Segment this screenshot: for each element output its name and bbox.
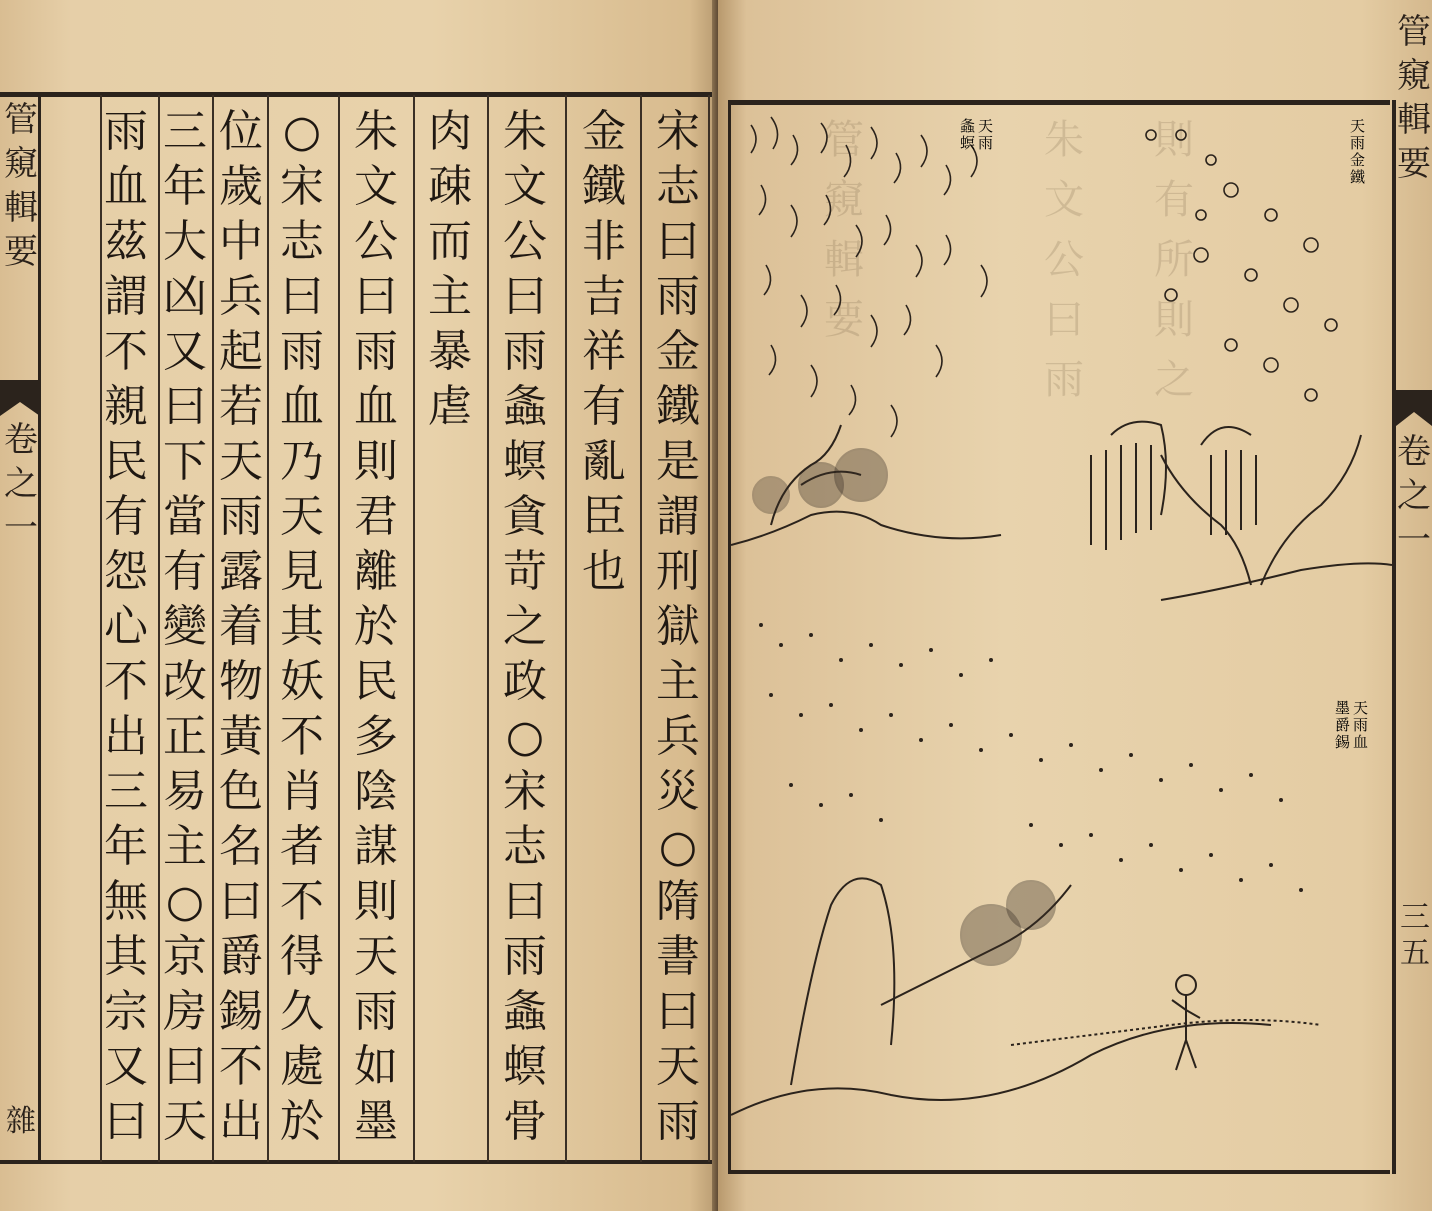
text-char: 兵 (219, 271, 263, 322)
text-char: 雨 (280, 326, 324, 377)
text-char: 曰 (280, 271, 324, 322)
label-char: 雨 (1353, 716, 1369, 734)
text-char: 主 (656, 656, 700, 707)
text-char: 朱 (354, 106, 398, 157)
text-char: 錫 (219, 986, 263, 1037)
text-char: ○ (282, 106, 322, 157)
column-rule (565, 95, 567, 1162)
text-char: 三 (104, 766, 148, 817)
text-char: 曰 (163, 381, 207, 432)
text-char: 螽 (503, 381, 547, 432)
text-char: 雨 (503, 931, 547, 982)
text-char: 親 (104, 381, 148, 432)
text-char: 民 (104, 436, 148, 487)
text-char: 非 (582, 216, 626, 267)
text-char: 如 (354, 1041, 398, 1092)
text-char: 血 (354, 381, 398, 432)
text-char: 改 (163, 656, 207, 707)
text-char: 又 (104, 1041, 148, 1092)
text-char: 之 (503, 601, 547, 652)
text-char: 謂 (104, 271, 148, 322)
left-side-label-bottom (3, 1100, 39, 1144)
text-char: 宋 (280, 161, 324, 212)
text-char: 變 (163, 601, 207, 652)
bleed-through-text: 則 有 所 則 之 (1154, 117, 1194, 403)
text-char: 曰 (104, 1096, 148, 1147)
text-char: 天 (219, 436, 263, 487)
text-char: 文 (354, 161, 398, 212)
text-char: 雨 (656, 271, 700, 322)
column-rule (708, 95, 710, 1162)
text-char: 中 (219, 216, 263, 267)
text-char: 不 (280, 711, 324, 762)
side-title-char: 窺 (4, 144, 38, 184)
text-char: 雨 (354, 986, 398, 1037)
text-char: 不 (104, 326, 148, 377)
text-char: 曰 (503, 876, 547, 927)
fishtail-icon (0, 380, 40, 416)
column-rule (640, 95, 642, 1162)
text-char: 三 (163, 106, 207, 157)
text-column-2 (576, 104, 632, 599)
text-char: 曰 (219, 876, 263, 927)
text-column-3 (497, 104, 553, 1149)
text-char: 其 (104, 931, 148, 982)
text-char: 肉 (428, 106, 472, 157)
text-char: 公 (503, 216, 547, 267)
text-char: 是 (656, 436, 700, 487)
text-char: 則 (354, 436, 398, 487)
right-side-volume (1396, 430, 1432, 562)
text-char: 陰 (354, 766, 398, 817)
text-char: 年 (163, 161, 207, 212)
column-rule (413, 95, 415, 1162)
label-char: 雨 (1350, 134, 1366, 152)
text-char: 露 (219, 546, 263, 597)
text-char: 祥 (582, 326, 626, 377)
text-char: 獄 (656, 601, 700, 652)
text-char: 又 (163, 326, 207, 377)
text-char: 無 (104, 876, 148, 927)
text-char: 天 (163, 1096, 207, 1147)
side-label-text: 雜 (6, 1104, 36, 1139)
illustration-label (1335, 700, 1350, 751)
text-char: 天 (280, 491, 324, 542)
text-char: 螟 (503, 436, 547, 487)
text-char: 謂 (656, 491, 700, 542)
text-char: 吉 (582, 271, 626, 322)
left-side-volume (3, 418, 39, 550)
text-char: 離 (354, 546, 398, 597)
text-char: 暴 (428, 326, 472, 377)
left-frame-bottom (0, 1160, 712, 1164)
text-char: 乃 (280, 436, 324, 487)
label-top-right (1350, 118, 1365, 186)
text-char: 年 (104, 821, 148, 872)
text-char: 名 (219, 821, 263, 872)
text-char: 災 (656, 766, 700, 817)
label-char: 天 (1353, 699, 1369, 717)
text-char: 黃 (219, 711, 263, 762)
text-char: 起 (219, 326, 263, 377)
left-side-title (3, 98, 39, 274)
text-char: 位 (219, 106, 263, 157)
text-char: 政 (503, 656, 547, 707)
column-rule (487, 95, 489, 1162)
text-char: 有 (163, 546, 207, 597)
willow-rain-strokes (751, 117, 987, 437)
text-char: 妖 (280, 656, 324, 707)
text-column-9 (98, 104, 154, 1149)
text-char: 金 (656, 326, 700, 377)
bleed-through-text: 朱 文 公 曰 雨 (1044, 117, 1084, 403)
bleed-through-text: 管 窺 輯 要 (824, 117, 864, 343)
text-char: 當 (163, 491, 207, 542)
text-char: 宗 (104, 986, 148, 1037)
side-title-char: 一 (4, 508, 38, 548)
text-char: 貪 (503, 491, 547, 542)
side-title-char: 之 (4, 464, 38, 504)
text-char: 歲 (219, 161, 263, 212)
text-char: 天 (354, 931, 398, 982)
text-char: 墨 (354, 1096, 398, 1147)
label-char: 錫 (1335, 733, 1351, 751)
text-char: 朱 (503, 106, 547, 157)
text-char: 則 (354, 876, 398, 927)
text-char: 亂 (582, 436, 626, 487)
walking-figure (1172, 975, 1200, 1070)
text-char: 不 (219, 1041, 263, 1092)
text-column-4 (422, 104, 478, 434)
text-char: 而 (428, 216, 472, 267)
text-char: 書 (656, 931, 700, 982)
side-title-char: 輯 (1397, 100, 1431, 140)
text-char: 文 (503, 161, 547, 212)
blood-rain-speckles (759, 623, 1303, 892)
text-char: 易 (163, 766, 207, 817)
text-char: 曰 (354, 271, 398, 322)
label-char: 螽 (960, 117, 976, 135)
illustration-label (978, 118, 993, 152)
label-char: 金 (1350, 151, 1366, 169)
text-char: 曰 (656, 216, 700, 267)
text-char: 心 (104, 601, 148, 652)
side-title-char: 輯 (4, 188, 38, 228)
text-char: 血 (280, 381, 324, 432)
text-char: 雨 (354, 326, 398, 377)
text-char: 出 (104, 711, 148, 762)
text-char: 宋 (656, 106, 700, 157)
text-char: 於 (354, 601, 398, 652)
text-char: 刑 (656, 546, 700, 597)
text-char: 雨 (219, 491, 263, 542)
text-char: 志 (656, 161, 700, 212)
text-column-8 (157, 104, 213, 1149)
text-char: 怨 (104, 546, 148, 597)
text-char: 血 (104, 161, 148, 212)
text-char: 鐵 (582, 161, 626, 212)
label-lower (1335, 700, 1368, 751)
text-char: 主 (163, 821, 207, 872)
text-char: 隋 (656, 876, 700, 927)
text-char: 主 (428, 271, 472, 322)
text-char: 志 (503, 821, 547, 872)
text-char: 色 (219, 766, 263, 817)
side-title-char: 管 (1397, 12, 1431, 52)
text-column-1 (650, 104, 706, 1149)
text-char: 苛 (503, 546, 547, 597)
illustration-label (1350, 118, 1365, 186)
label-char: 血 (1353, 733, 1369, 751)
text-char: 公 (354, 216, 398, 267)
text-char: 正 (163, 711, 207, 762)
text-char: 不 (280, 876, 324, 927)
label-char: 天 (978, 117, 994, 135)
text-char: 謀 (354, 821, 398, 872)
side-title-char: 要 (1397, 144, 1431, 184)
text-char: 曰 (163, 1041, 207, 1092)
fishtail-icon (1396, 390, 1432, 426)
text-char: 金 (582, 106, 626, 157)
text-char: 多 (354, 711, 398, 762)
text-char: 見 (280, 546, 324, 597)
text-char: ○ (165, 876, 205, 927)
side-title-char: 卷 (1397, 432, 1431, 472)
text-char: 疎 (428, 161, 472, 212)
text-char: 不 (104, 656, 148, 707)
text-char: 京 (163, 931, 207, 982)
text-char: 久 (280, 986, 324, 1037)
text-char: 虐 (428, 381, 472, 432)
text-char: 也 (582, 546, 626, 597)
falling-coins (1146, 130, 1337, 401)
text-char: ○ (505, 711, 545, 762)
label-char: 墨 (1335, 699, 1351, 717)
text-char: 骨 (503, 1096, 547, 1147)
side-title-char: 一 (1397, 520, 1431, 560)
text-char: 爵 (219, 931, 263, 982)
text-char: 茲 (104, 216, 148, 267)
text-column-5 (348, 104, 404, 1149)
text-char: 有 (582, 381, 626, 432)
willow-trees (1091, 422, 1392, 600)
text-char: 臣 (582, 491, 626, 542)
text-char: 肖 (280, 766, 324, 817)
side-title-char: 要 (4, 232, 38, 272)
side-title-char: 管 (4, 100, 38, 140)
text-char: 凶 (163, 271, 207, 322)
side-title-char: 卷 (4, 420, 38, 460)
right-side-title (1396, 10, 1432, 186)
text-char: 處 (280, 1041, 324, 1092)
illustration-label (960, 118, 975, 152)
lower-landscape (731, 878, 1321, 1115)
text-char: 天 (656, 1041, 700, 1092)
text-char: 曰 (503, 271, 547, 322)
text-char: 下 (163, 436, 207, 487)
text-char: 民 (354, 656, 398, 707)
text-char: 者 (280, 821, 324, 872)
text-char: 若 (219, 381, 263, 432)
text-char: 雨 (503, 326, 547, 377)
tree-upper-left (731, 425, 1001, 545)
text-char: 得 (280, 931, 324, 982)
text-char: 宋 (503, 766, 547, 817)
side-title-char: 窺 (1397, 56, 1431, 96)
right-frame-bottom (730, 1170, 1390, 1174)
text-char: 雨 (656, 1096, 700, 1147)
text-char: 大 (163, 216, 207, 267)
text-char: 着 (219, 601, 263, 652)
label-char: 爵 (1335, 716, 1351, 734)
label-top-left (960, 118, 993, 152)
text-char: 螽 (503, 986, 547, 1037)
right-frame-right (1392, 100, 1396, 1174)
side-title-char: 之 (1397, 476, 1431, 516)
text-char: 君 (354, 491, 398, 542)
text-char: 於 (280, 1096, 324, 1147)
label-char: 天 (1350, 117, 1366, 135)
text-char: 有 (104, 491, 148, 542)
text-char: 房 (163, 986, 207, 1037)
text-column-6 (274, 104, 330, 1149)
text-char: 鐵 (656, 381, 700, 432)
label-char: 雨 (978, 134, 994, 152)
illustration-label (1353, 700, 1368, 751)
left-frame-top (0, 92, 712, 97)
column-rule (338, 95, 340, 1162)
label-char: 螟 (960, 134, 976, 152)
text-char: 螟 (503, 1041, 547, 1092)
text-char: 兵 (656, 711, 700, 762)
page-number: 三五 (1400, 900, 1430, 971)
text-char: 曰 (656, 986, 700, 1037)
text-char: 出 (219, 1096, 263, 1147)
text-char: 志 (280, 216, 324, 267)
rain-illustration (731, 105, 1392, 1170)
text-char: 物 (219, 656, 263, 707)
text-char: ○ (658, 821, 698, 872)
label-char: 鐵 (1350, 168, 1366, 186)
text-char: 雨 (104, 106, 148, 157)
text-char: 其 (280, 601, 324, 652)
text-column-7 (213, 104, 269, 1149)
